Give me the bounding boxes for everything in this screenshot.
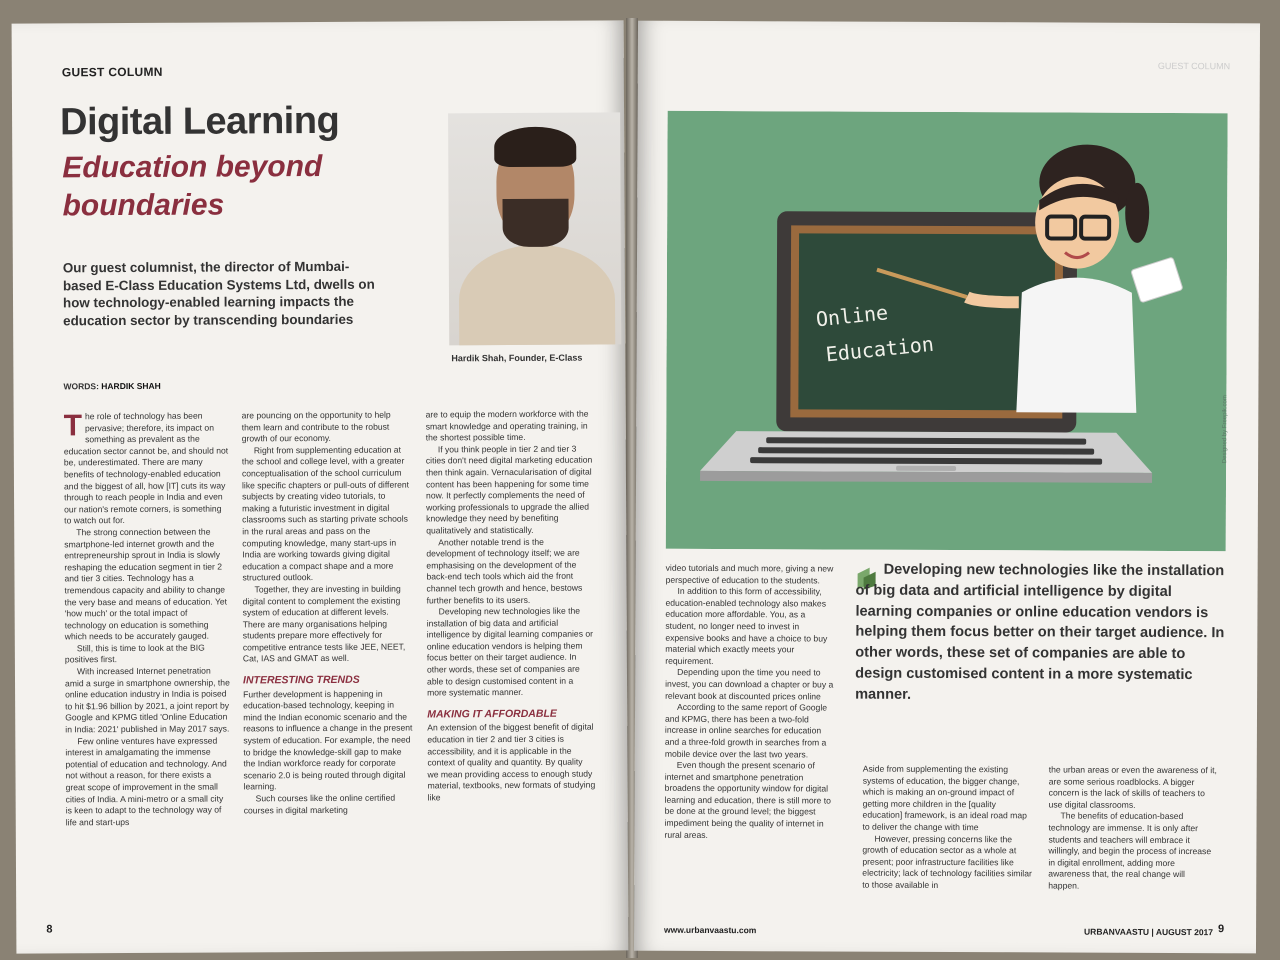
paragraph: Depending upon the time you need to invest, you can download a chapter or buy a relevant book at discounted prices online [665, 667, 834, 701]
paragraph: The strong connection between the smartphone-led internet growth and the entrepreneurship sprout in India is slowly reshaping the education segment in tier 2 and tier 3 cities. Technology has a tremendous capacity and ability to change the very base and means of education. Yet 'how much' or the total impact of technology on education is something which needs to be accurately gauged. [64, 526, 228, 642]
paragraph: the urban areas or even the awareness of it, are some serious roadblocks. A bigger concern is the lack of skills of teachers to use digital classrooms. [1048, 764, 1217, 810]
right-column-2 [862, 764, 1033, 892]
paragraph: According to the same report of Google and KPMG, there has been a two-fold increase in online searches for education and a three-fold growth in searches from a mobile device over the last two years. [664, 701, 828, 759]
paragraph: The benefits of education-based technology are immense. It is only after students and teachers will embrace it willingly, and begin the process of increase in digital enrollment, adding more awareness that, the real change will happen. [1048, 810, 1212, 891]
illustration-credit: Designed by Freepik.com [1222, 395, 1229, 464]
article-standfirst: Our guest columnist, the director of Mumbai-based E-Class Education Systems Ltd, dwells on how technology-enabled learning impacts the education sector by transcending boundaries [62, 258, 375, 329]
paragraph: Even though the present scenario of internet and smartphone penetration broadens the opportunity window for digital learning and education, there is still more to be done at the ground level; the biggest impediment being the quality of internet in rural areas. [664, 759, 831, 840]
running-header: GUEST COLUMN [1157, 60, 1231, 72]
left-column-3 [426, 409, 596, 804]
author-photo [448, 112, 621, 345]
photo-caption: Hardik Shah, Founder, E-Class [451, 352, 583, 364]
chalkboard-text-education: Education [824, 331, 935, 367]
right-page [634, 21, 1260, 954]
subheading-interesting-trends: INTERESTING TRENDS [242, 673, 360, 687]
paragraph: he role of technology has been pervasive; therefore, its impact on something as prevalent as the education sector cannot be, and should not be, underestimated. There are many benefits of technology-enabled education and the biggest of all, how [IT] cuts its way through to reach people in India and even our nation's remote corners, is something to watch out for. [63, 410, 229, 526]
paragraph: video tutorials and much more, giving a new perspective of education to the students. [665, 562, 834, 586]
right-column-1 [664, 563, 837, 842]
teacher-blouse [1016, 277, 1137, 413]
laptop-keys [750, 437, 1102, 465]
right-column-3 [1048, 764, 1219, 892]
footer-issue: URBANVAASTU | AUGUST 2017 [1084, 926, 1214, 938]
paragraph: If you think people in tier 2 and tier 3 cities don't need digital marketing education then think again. Vernacularisation of digital content has been happening for some time now. It perfectly complements the need of working professionals to upgrade the allied knowledge they need by benefiting qualitatively and statistically. [425, 443, 593, 536]
footer-url: www.urbanvaastu.com [664, 924, 757, 936]
paragraph: Still, this is time to look at the BIG positives first. [64, 642, 205, 665]
article-title: Digital Learning [59, 99, 340, 144]
paragraph: Together, they are investing in building digital content to complement the existing system of education at different levels. There are many organisations helping students prepare more effectively for competitive entrance tests like JEE, NEET, Cat, IAS and GMAT as well. [242, 583, 406, 664]
paragraph: Developing new technologies like the installation of big data and artificial intelligence by digital learning companies or online education vendors is helping them focus better on their target audience. In other words, these set of companies are able to design customised content in a more systematic manner. [426, 605, 594, 698]
paragraph: are to equip the modern workforce with the smart knowledge and operating training, in the shortest possible time. [425, 408, 589, 443]
section-kicker: GUEST COLUMN [61, 64, 163, 80]
drop-cap: T [63, 409, 83, 443]
pull-quote: Developing new technologies like the installation of big data and artificial intelligence by digital learning companies or online education vendors is helping them focus better on their target audience. In other words, these set of companies are able to design customised content in a more systematic manner. [855, 561, 1225, 703]
teacher-arm [967, 297, 1019, 302]
paragraph: Another notable trend is the development of technology itself; we are emphasising on the development of the back-end tech tools which aid the front channel tech growth and hence, bestows further benefits to its users. [426, 536, 583, 605]
page-number-right: 9 [1218, 923, 1225, 936]
paragraph: Right from supplementing education at the school and college level, with a greater conceptualisation of the school curriculum like specific chapters or pull-outs of different subjects by creating video tutorials, to making a futuristic investment in digital classrooms such as starting private schools in the rural areas and pass on the computing knowledge, many start-ups in India are working towards giving digital education a compact shape and a more structured outlook. [241, 444, 410, 583]
paragraph: are pouncing on the opportunity to help them learn and contribute to the robust growth of our economy. [241, 409, 391, 444]
paragraph: An extension of the biggest benefit of digital education in tier 2 and tier 3 cities is accessibility, and it is applicable in the context of quality and quantity. By quality we mean providing access to enough study material, textbooks, new formats of studying like [427, 722, 596, 803]
left-page [12, 20, 629, 953]
paragraph: Such courses like the online certified courses in digital marketing [243, 792, 396, 815]
left-column-2 [242, 410, 414, 817]
laptop-front-edge [700, 471, 1152, 483]
article-subtitle: Education beyond boundaries [62, 149, 323, 222]
subheading-making-it-affordable: MAKING IT AFFORDABLE [427, 707, 557, 721]
online-education-illustration [666, 111, 1228, 551]
chalkboard-text-online: Online [814, 300, 890, 332]
paragraph: However, pressing concerns like the growth of education sector as a whole at present; poor infrastructure facilities like electricity; lack of technology facilities similar to those available in [862, 833, 1032, 890]
photo-shirt [459, 244, 616, 345]
byline-label: WORDS: [63, 381, 99, 392]
paragraph: Further development is happening in education-based technology, keeping in mind the Indian economic scenario and the reasons to influence a change in the present system of education. For example, the need to bridge the knowledge-skill gap to make the Indian workforce ready for corporate scenario 2.0 is being routed through digital learning. [243, 688, 413, 792]
paragraph: Aside from supplementing the existing systems of education, the bigger change, which is making an on-ground impact of getting more children in the [quality education] framework, is an ideal road map to deliver the change with time [862, 763, 1027, 833]
paragraph: Few online ventures have expressed interest in amalgamating the immense potential of education and technology. And not without a reason, for there exists a great scope of improvement in the small cities of India. A mini-metro or a small city is keen to adapt to the technology way of life and start-ups [65, 735, 227, 828]
trackpad [896, 466, 956, 471]
paragraph: With increased Internet penetration amid a surge in smartphone ownership, the online education industry in India is poised to hit $1.96 billion by 2021, a joint report by Google and KPMG titled 'Online Education in India: 2021' published in May 2017 says. [64, 665, 230, 735]
page-number-left: 8 [46, 923, 53, 936]
photo-beard [502, 199, 568, 247]
paragraph: In addition to this form of accessibility, education-enabled technology also makes education more affordable. You, as a student, no longer need to invest in expensive books and have a choice to buy material which exactly meets your requirement. [665, 586, 828, 666]
byline-name: HARDIK SHAH [101, 380, 161, 392]
photo-hair [494, 127, 576, 167]
left-column-1 [64, 410, 231, 828]
byline [63, 381, 160, 392]
